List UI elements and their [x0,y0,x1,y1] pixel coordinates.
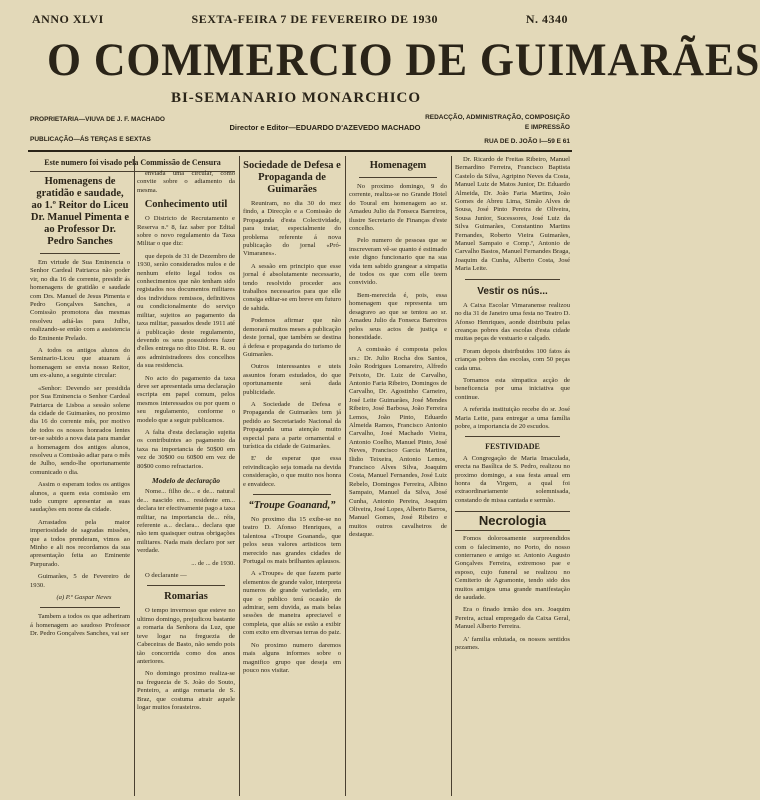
divider [465,436,560,437]
article-paragraph: enviada uma circular, como convite sobre o adiamento da mesma. [137,170,235,194]
divider [253,494,331,495]
article-signature: (a) P.º Gaspar Neves [56,594,112,602]
address-line: RUA DE D. JOÃO I—59 E 61 [484,138,570,145]
article-paragraph: No proximo domingo, 9 do corrente, realiza-se no Grande Hotel do Toural em homenagem ao sr. Amadeu Julio da Fonseca Barreiros, ilustre Secretario de Finanças d'este concelho. [349,183,447,233]
column-2 [137,170,235,796]
divider [40,253,120,254]
article-paragraph: A todos os antigos alunos do Seminario-Liceu que atuaram á homenagem se envia nosso Reitor, um ex-aluno, a seguinte circular: [30,347,130,380]
info-left [30,115,190,145]
article-headline-homenagens: Homenagens de gratidão e saudade, ao 1.º Reitor do Liceu Dr. Manuel Pimenta e ao Professor Dr. Pedro Sanches [30,176,130,247]
article-paragraph: A Sociedade de Defesa e Propaganda de Guimarães tem já pedido ao Secretariado Nacional da Propaganda uma atenção muito especial para a parte ornamental e turística da cidade de Guimarães. [243,400,341,450]
article-paragraph: Fomos dolorosamente surpreendidos com o falecimento, no Porto, do nosso conterraneo e amigo sr. Antonio Augusto Gonçalves Ferreira, extremoso pae e esposo, cujo funeral se realizou no Cemiterio de Agramonte, tendo sido dos muitos amigos uma grande manifestação de saudade. [455,535,570,602]
article-paragraph: O Districto de Recrutamento e Reserva n.º 8, faz saber por Edital sobre o novo regulamento da Taxa Militar o que diz: [137,215,235,248]
article-headline-sociedade: Sociedade de Defesa e Propaganda de Guimarães [243,160,341,195]
column-3 [243,156,341,796]
publication-line: PUBLICAÇÃO—ÁS TERÇAS E SEXTAS [30,136,151,143]
column-4 [349,156,447,796]
top-line [32,10,568,28]
article-paragraph: Bem-merecida é, pois, essa homenagem que representa um desagravo ao que se tentou ao sr. Amadeu Julio da Fonseca Barreiros pelos seus actos de justiça e honestidade. [349,291,447,341]
column-divider [239,156,240,796]
article-headline-romarias: Romarias [164,591,208,603]
article-paragraph: Nome... filho de... e de... natural de... nascido em... residente em... declara ter efectivamente pago a taxa militar, na importancia de... réis, referente a... declara... declara que não tem quaisquer outras obrigações militares. Nada mais declaro por ser verdade. [137,488,235,555]
article-headline-conhecimento: Conhecimento util [144,199,228,211]
column-divider [345,156,346,796]
article-paragraph: No proximo numero daremos mais alguns informes sobre o magnifico grupo que deseja em pouco nos visitar. [243,641,341,674]
article-paragraph: No proximo dia 15 exibe-se no teatro D. Afonso Henriques, a talentosa «Troupe Goanand», que pelos seus valores artisticos tem merecido nas grandes cidades de Portugal os mais brilhantes aplausos. [243,516,341,566]
column-divider [451,156,452,796]
issue-number: N. 4340 [525,11,568,26]
office-line: REDACÇÃO, ADMINISTRAÇÃO, COMPOSIÇÃO E IMPRESSÃO [425,114,570,131]
article-paragraph: Reuniram, no dia 30 do mez findo, a Direcção e a Comissão de Propaganda d'esta Colectividade, para tratar, especialmente do problema referente á nova publicação do jornal «Pró-Vimaranes». [243,200,341,258]
article-paragraph: O tempo invernoso que esteve no ultimo domingo, prejudicou bastante a romaria da Senhora da Luz, que teve logar na freguezia de Cabeceiras de Basto, não sendo pois tão concorrida como dos anos anteriores. [137,607,235,665]
article-paragraph: A «Troupe» de que fazem parte elementos de grande valor, interpreta numeros de grande variedade, em que o publico terá ocasião de admirar, sem duvida, as mais belas sessões de maneira apreciavel e completa, que aliás se estão a exibir com exito em diversas terras do paiz. [243,570,341,637]
article-headline-homenagem: Homenagem [369,160,427,171]
censorship-notice: Este numero foi visado pela Commissão de Censura [30,156,235,172]
article-paragraph: «Senhor: Devendo ser presidida por Sua Eminencia o Senhor Cardeal Patriarca de Lisboa a sessão solene da cidade de Guimarães, no proximo dia 16 do corrente mês, por motivo de todos os nossos honrados lentes ter-se sabido a nova data para mandar a homenagem dos antigos alunos, resolveu a Comissão adiar para o mês de Julho, sendo-lhe oportunamente comunicado o dia. [30,384,130,476]
article-paragraph: Podemos afirmar que não demorará muitos meses a publicação deste jornal, que também se destina á defesa e propaganda do turismo de Guimarães. [243,317,341,358]
article-headline-vestir: Vestir os nús... [477,285,548,297]
article-paragraph: Foram depois distribuidos 100 fatos ás crianças pobres das escolas, com 50 peças cada uma. [455,347,570,372]
article-paragraph: A referida instituição recebe do sr. José Maria Leite, para entregar a uma família pobre, a importancia de 20 escudos. [455,406,570,430]
article-paragraph: No acto do pagamento da taxa deve ser apresentada uma declaração escripta em papel comum, pelos mesmos interessados ou por quem o seu regulamento, conforme o modelo que a seguir publicamos. [137,374,235,424]
article-paragraph: Tambem a todos os que adheriram á homenagem ao saudoso Professor Dr. Pedro Gonçalves Sanches, vai ser [30,613,130,638]
article-paragraph: A Caixa Escolar Vimaranense realizou no dia 31 de Janeiro uma festa no Teatro D. Afonso Henriques, aonde distribuiu pelas creanças pobres das escolas d'esta cidade muitas peças de vestuario e calçado. [455,301,570,343]
divider [465,279,560,280]
article-paragraph: O declarante — [145,572,187,580]
masthead-subtitle: BI-SEMANARIO MONARCHICO [170,90,422,106]
article-paragraph: Em virtude de Sua Eminencia o Senhor Cardeal Patriarca não poder vir, no dia 16 de corrente, presidir ás homenagens de gratidão e saudade com Drs. Manuel de Jesus Pimenta e Pedro Gonçalves Sanches, a Comissão promotora das mesmas resolveu adiá-las para Julho, realizando-se então com a assistencia do Eminente Prelado. [30,259,130,342]
article-paragraph: A falta d'esta declaração sujeita os contribuintes ao pagamento da taxa na importancia de 50$00 em vez de 30$00 ou 60$00 em vez de 80$00 como refractarios. [137,428,235,470]
divider [147,585,225,586]
article-paragraph: A comissão é composta pelos srs.: Dr. Julio Rocha dos Santos, João Rodrigues Lomareiro, Alfredo Peixoto, Dr. Luiz de Carvalho, Antonio Faria Ribeiro, Domingos de Carvalho, Dr. Agostinho Carneiro, José Leite Guimarães, José Mendes Ribeiro, José Barbosa, João Ferreira Lemos, João Pinto, Eduardo Almeida Ramos, Francisco Antonio Carvalho, José Machado Vieira, Antonio Coelho, Manuel Pinto, José Neves, Francisco Garcia Martins, Ilidio Teixeira, Antonio Lemos, Francisco Alves Silva, Joaquim Costa, Manuel Fernandes, José Luiz Rebelo, Domingos Ferreira, Albino Sampaio, Manuel da Silva, José Cunha, Antonio Pereira, Joaquim Oliveira, José Lopes, Alberto Barros, Manuel Gomes, José Ribeiro e muitos outros cavalheiros de destaque. [349,346,447,539]
article-paragraph: A sessão em principio que esse jornal é absolutamente necessario, tendo resolvido proceder aos trabalhos necessarios para que elle consiga editar-se em breve em futuro de sahida. [243,262,341,312]
article-paragraph: E' de esperar que essa reivindicação seja tomada na devida consideração, o que muito nos honra e envaidece. [243,455,341,488]
article-paragraph: Outros interessantes e uteis assuntos foram estudados, do que oportunamente será dada publicidade. [243,363,341,396]
owner-line: PROPRIETARIA—VIUVA DE J. F. MACHADO [30,116,165,123]
article-paragraph: Assim o esperam todos os antigos alunos, a quem esta comissão em tudo cumpre apresentar as suas saudações em nome da cidade. [30,481,130,514]
article-paragraph: Dr. Ricardo de Freitas Ribeiro, Manuel Bernardino Ferreira, Francisco Baptista Castelo da Silva, Agripino Neves da Costa, Manuel Luiz de Matos Junior, Dr. Eduardo Almeida, Dr. João Faria Martins, João Gomes de Abreu Lima, Simão Alves de Sousa, José Pinto Pereira de Oliveira, Sousa Junior, Sucessores, José Luiz da Silva Guimarães, Constantino Martins Fernandes, Roberto Vieira Guimarães, Manuel Sampaio e Comp.ª, Antonio de Carvalho Bastos, Manuel Fernandes Braga, Joaquim da Cunha, Alberto Costa, José Maria Leite. [455,156,570,273]
column-5 [455,156,570,796]
article-paragraph: Era o finado irmão dos srs. Joaquim Pereira, actual empregado da Caixa Geral, Manuel Alberto Ferreira. [455,606,570,631]
info-right [420,113,570,147]
article-paragraph: No domingo proximo realiza-se na freguezia de S. João do Souto, Penteiro, a antiga romaria de S. Braz, que costuma atrair aquele logar muitos forasteiros. [137,670,235,711]
article-headline-festividade: FESTIVIDADE [485,442,540,452]
divider [40,607,120,608]
header-rule [28,150,572,152]
article-paragraph: Pelo numero de pessoas que se inscreveram vê-se quanto é estimado este digno funcionario que na sua vida tem sabido grangear a simpatia de todos os que com elle teem convivido. [349,237,447,287]
director-line: Director e Editor—EDUARDO D'AZEVEDO MACHADO [229,123,421,132]
article-headline-necrologia: Necrologia [455,511,570,531]
article-paragraph: Guimarães, 5 de Fevereiro de 1930. [30,573,130,589]
article-paragraph: Arrastados pela maior imperiosidade de sagradas missões, que a todos prenderam, vimos ao Minho e ali nos recordamos da sua apresentação feita ao Eminente Purpurado. [30,518,130,568]
article-paragraph: Tornamos esta simpatica acção de beneficencia por uma iniciativa que continue. [455,376,570,401]
masthead-title: O COMMERCIO DE GUIMARÃES [47,34,760,86]
column-divider [134,156,135,796]
article-paragraph: A' familia enlutada, os nossos sentidos pezames. [455,635,570,652]
article-paragraph: que depois de 31 de Dezembro de 1930, serão considerados nulos e de nenhum efeito legal todos os conhecimentos que não tenham sido registados nos documentos militares dos individuos remissos, definitivos ou condicionalmente do serviço militar, sujeitos ao pagamento da taxa militar, passados desde 1911 até á publicação deste regulamento, devendo os seus possuidores fazer d'elles entrega no dito Dist. R. R. ou aos administradores dos concelhos da sua residencia. [137,252,235,370]
divider [359,177,437,178]
date-label: SEXTA-FEIRA 7 DE FEVEREIRO DE 1930 [191,11,439,26]
info-bar [30,113,570,147]
article-headline-troupe: “Troupe Goanand,” [248,500,336,511]
year-label: ANNO XLVI [32,11,104,26]
article-paragraph: ... de ... de 1930. [191,559,235,567]
article-paragraph: A Congregação de Maria Imaculada, erecta na Basílica de S. Pedro, realizou no proximo domingo, a sua festa anual em honra da Virgem, a qual foi extraordinariamente solemnisada, constando de missa cantada e sermão. [455,454,570,504]
article-subhead-modelo: Modelo de declaração [152,476,220,485]
